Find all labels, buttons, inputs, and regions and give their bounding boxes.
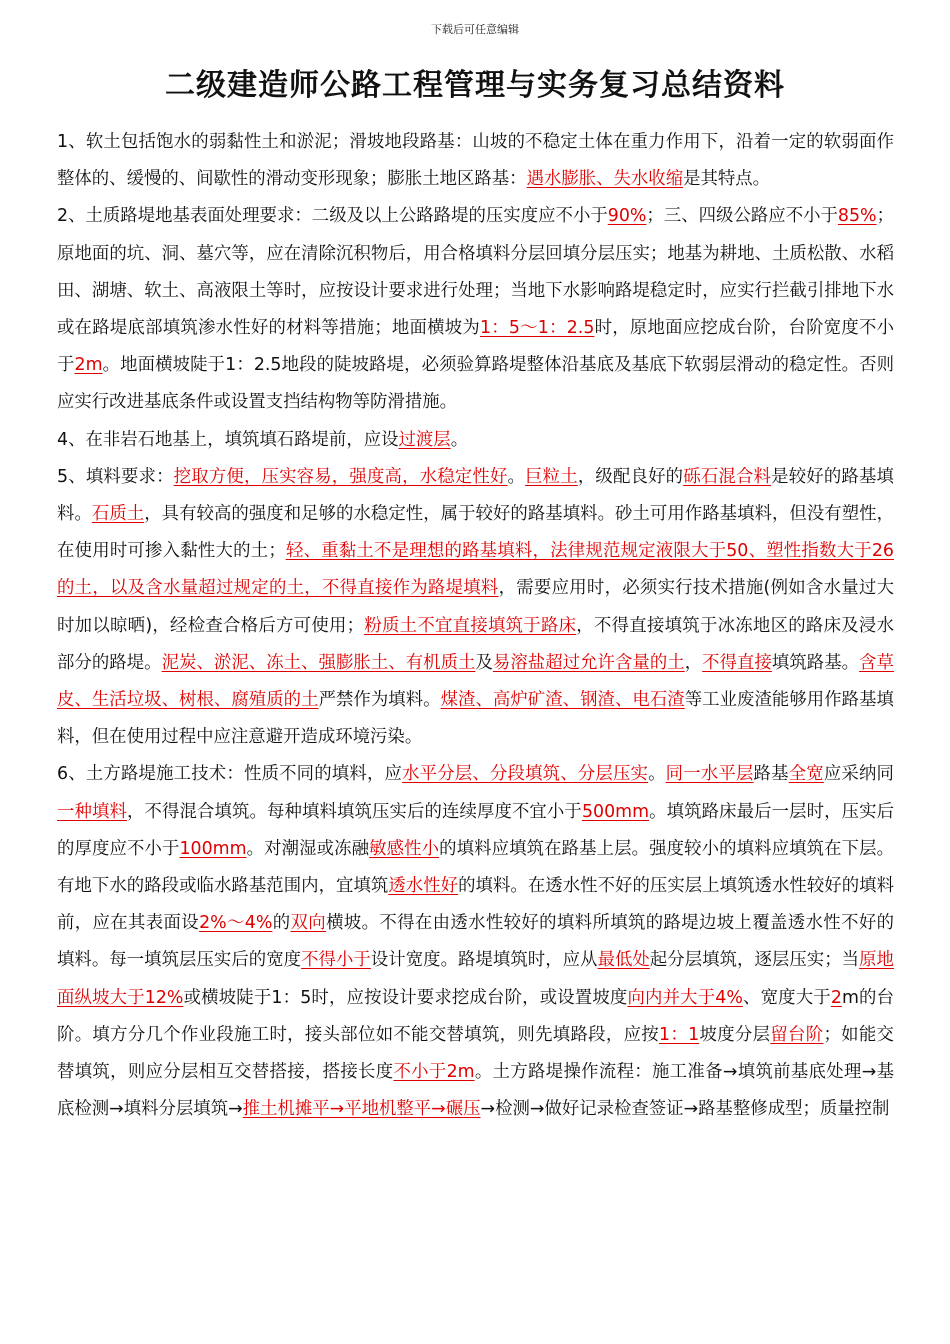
text-segment: 是其特点。	[683, 169, 771, 190]
text-segment: ；如能交替填筑，则应分层相互交替搭接，搭接长度	[57, 1024, 894, 1083]
text-segment: 横坡。不得在由透水性较好的填料所填筑的路堤边坡上覆盖透水性不好的填料。每一填筑层压实后的宽度	[57, 913, 894, 971]
text-segment: 。	[648, 764, 666, 785]
highlighted-term: 易溶盐超过允许含量的土	[492, 652, 685, 673]
text-segment: 填筑路基。	[771, 652, 860, 673]
highlighted-term: 水平分层、分段填筑、分层压实	[402, 764, 649, 785]
highlighted-term: 一种填料	[57, 801, 127, 822]
highlighted-term: 巨粒土	[525, 466, 578, 487]
text-segment: 。土方路堤操作流程：施工准备→填筑前基底处理→基底检测→填料分层填筑→	[57, 1062, 894, 1120]
text-segment: 的填料。在透水性不好的压实层上填筑透水性较好的填料前，应在其表面设	[57, 876, 894, 934]
text-segment: ，具有较高的强度和足够的水稳定性，属于较好的路基填料。砂土可用作路基填料，但没有塑性，在使用时可掺入黏性大的土；	[57, 504, 894, 562]
text-segment: ，不得混合填筑。每种填料填筑压实后的连续厚度不宜小于	[127, 801, 582, 822]
text-segment: 起分层填筑，逐层压实；当	[649, 950, 860, 971]
highlighted-term: 粉质土不宜直接填筑于路床	[364, 615, 577, 636]
text-segment: 2、土质路堤地基表面处理要求：二级及以上公路路堤的压实度应不小于	[57, 206, 608, 227]
highlighted-term: 挖取方便，压实容易，强度高，水稳定性好	[173, 466, 508, 487]
highlighted-term: 500mm	[581, 801, 650, 822]
text-segment: 。对潮湿或冻融	[246, 838, 370, 859]
text-segment: 5、填料要求：	[57, 466, 174, 487]
text-segment: 是较好的路基填料。	[57, 466, 894, 525]
highlighted-term: 石质土	[91, 504, 145, 525]
highlighted-term: 2	[830, 987, 842, 1008]
paragraph-1	[57, 124, 894, 198]
highlighted-term: 2%～4%	[199, 913, 273, 934]
highlighted-term: 过渡层	[398, 429, 451, 450]
highlighted-term: 85%	[837, 206, 877, 227]
text-segment: m的台阶。填方分几个作业段施工时，接头部位如不能交替填筑，则先填路段，应按	[57, 987, 894, 1045]
highlighted-term: 同一水平层	[665, 764, 754, 785]
text-segment: ；原地面的坑、洞、墓穴等，应在清除沉积物后，用合格填料分层回填分层压实；地基为耕地、土质松散、水稻田、湖塘、软土、高液限土等时，应按设计要求进行处理；当地下水影响路堤稳定时，应实行拦截引排地下水或在路堤底部填筑渗水性好的材料等措施；地面横坡为	[57, 206, 894, 339]
text-segment: 应采纳同	[823, 764, 894, 785]
text-segment: ，	[684, 652, 703, 673]
highlighted-term: 泥炭、淤泥、冻土、强膨胀土、有机质土	[161, 652, 476, 673]
document-title: 二级建造师公路工程管理与实务复习总结资料	[165, 68, 785, 103]
highlighted-term: 透水性好	[388, 876, 459, 897]
highlighted-term: 轻、重黏土不是理想的路基填料，法律规范规定液限大于50、塑性指数大于26的土，以及含水量超过规定的土，不得直接作为路堤填料	[57, 541, 894, 599]
text-segment: 时，原地面应挖成台阶，台阶宽度不小于	[57, 318, 894, 376]
highlighted-term: 2m	[74, 355, 103, 376]
highlighted-term: 煤渣、高炉矿渣、钢渣、电石渣	[440, 690, 685, 711]
highlighted-term: 遇水膨胀、失水收缩	[526, 169, 684, 190]
highlighted-term: 原地面纵坡大于12%	[57, 950, 894, 1008]
text-segment: ；三、四级公路应不小于	[646, 206, 838, 227]
highlighted-term: 留台阶	[770, 1024, 824, 1045]
text-segment: 。	[450, 429, 469, 450]
highlighted-term: 不得直接	[702, 652, 772, 673]
text-segment: →检测→做好记录检查签证→路基整修成型；质量控制	[480, 1099, 890, 1120]
text-segment: 坡度分层	[699, 1024, 771, 1045]
text-segment: 的填料应填筑在路基上层。强度较小的填料应填筑在下层。有地下水的路段或临水路基范围内，宜填筑	[57, 838, 894, 897]
text-segment: 。地面横坡陡于1：2.5地段的陡坡路堤，必须验算路堤整体沿基底及基底下软弱层滑动的稳定性。否则应实行改进基底条件或设置支挡结构物等防滑措施。	[57, 355, 894, 413]
highlighted-term: 双向	[290, 913, 327, 934]
highlighted-term: 砾石混合料	[683, 466, 772, 487]
text-segment: 。填筑路床最后一层时，压实后的厚度应不小于	[57, 801, 894, 859]
highlighted-term: 向内并大于4%	[627, 987, 743, 1008]
text-segment: 。	[507, 466, 526, 487]
text-segment: 6、土方路堤施工技术：性质不同的填料，应	[57, 764, 403, 785]
highlighted-term: 90%	[607, 206, 647, 227]
highlighted-term: 100mm	[179, 838, 247, 859]
highlighted-term: 不得小于	[301, 950, 371, 971]
text-segment: ，级配良好的	[577, 466, 684, 487]
text-segment: 及	[475, 652, 493, 673]
page-header: 下载后可任意编辑	[431, 23, 519, 36]
text-segment: 的	[272, 913, 291, 934]
highlighted-term: 1：5～1：2.5	[479, 318, 595, 339]
text-segment: ，不得直接填筑于冰冻地区的路床及浸水部分的路堤。	[57, 615, 894, 673]
paragraph-3	[57, 422, 894, 459]
text-segment: 严禁作为填料。	[318, 690, 441, 711]
highlighted-term: 全宽	[788, 764, 824, 785]
paragraph-2	[57, 198, 894, 421]
text-segment: 等工业废渣能够用作路基填料，但在使用过程中应注意避开造成环境污染。	[57, 690, 894, 748]
highlighted-term: 敏感性小	[369, 838, 440, 859]
text-segment: 1、软土包括饱水的弱黏性土和淤泥；滑坡地段路基：山坡的不稳定土体在重力作用下，沿着一定的软弱面作整体的、缓慢的、间歇性的滑动变形现象；膨胀土地区路基：	[57, 132, 894, 190]
text-segment: 设计宽度。路堤填筑时，应从	[370, 950, 598, 971]
text-segment: 或横坡陡于1：5时，应按设计要求挖成台阶，或设置坡度	[183, 987, 628, 1008]
highlighted-term: 推土机摊平→平地机整平→碾压	[242, 1099, 481, 1120]
highlighted-term: 1：1	[659, 1024, 700, 1045]
paragraph-4	[57, 459, 894, 757]
text-segment: ，需要应用时，必须实行技术措施(例如含水量过大时加以晾晒)，经检查合格后方可使用；	[57, 578, 894, 636]
text-segment: 、宽度大于	[742, 987, 831, 1008]
text-segment: 4、在非岩石地基上，填筑填石路堤前，应设	[57, 429, 399, 450]
highlighted-term: 含草皮、生活垃圾、树根、腐殖质的土	[57, 652, 894, 711]
highlighted-term: 最低处	[597, 950, 650, 971]
paragraph-5	[57, 756, 894, 1128]
text-segment: 路基	[753, 764, 789, 785]
document-body	[57, 124, 894, 1128]
highlighted-term: 不小于2m	[393, 1062, 475, 1083]
